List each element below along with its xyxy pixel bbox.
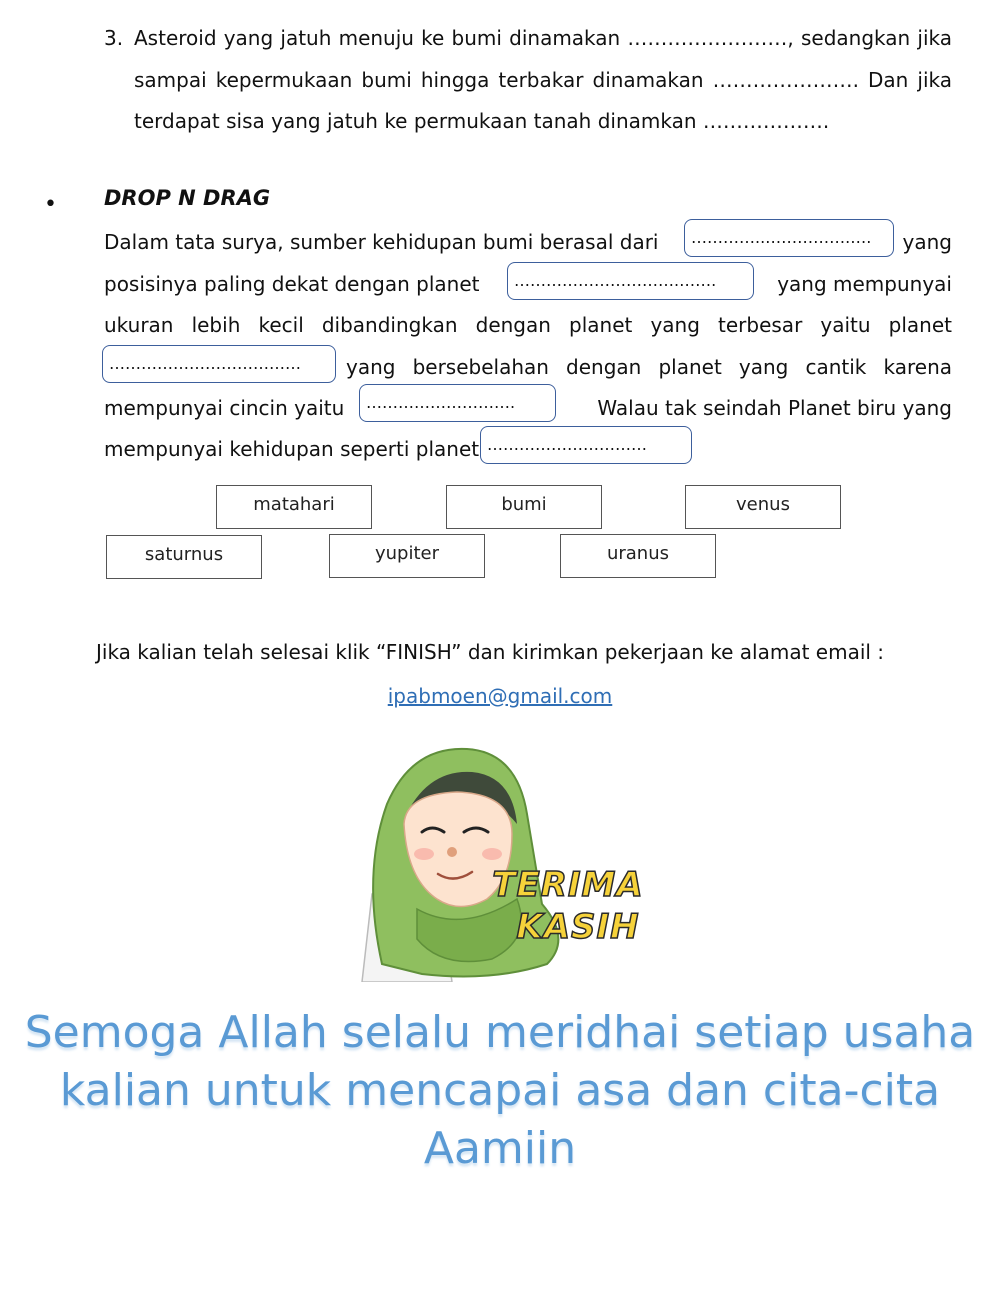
- question-3-line-2: sampai kepermukaan bumi hingga terbakar dinamakan …………………. Dan jika: [134, 67, 952, 92]
- bullet-point: •: [44, 192, 57, 217]
- closing-blessing: [0, 1004, 1000, 1178]
- dnd-line-4: [346, 355, 952, 379]
- drop-zone-5[interactable]: …………………………: [480, 426, 692, 464]
- dnd-text: yang mempunyai: [777, 272, 952, 296]
- dnd-text: mempunyai kehidupan seperti planet: [104, 437, 480, 461]
- blessing-line-2: kalian untuk mencapai asa dan cita-cita: [59, 1065, 941, 1116]
- dnd-line-3: ukuran lebih kecil dibandingkan dengan planet yang terbesar yaitu planet: [104, 313, 952, 337]
- question-3-text: [134, 18, 952, 143]
- dnd-text: Dalam tata surya, sumber kehidupan bumi berasal dari: [104, 230, 659, 254]
- drop-zone-3[interactable]: ………………………………: [102, 345, 336, 383]
- question-number: 3.: [104, 26, 124, 50]
- dnd-text: mempunyai cincin yaitu: [104, 396, 345, 420]
- thanks-text-1: TERIMA: [492, 865, 644, 905]
- option-bumi[interactable]: bumi: [446, 485, 602, 529]
- finish-instruction: Jika kalian telah selesai klik “FINISH” dan kirimkan pekerjaan ke alamat email :: [96, 640, 885, 664]
- dnd-text: Walau tak seindah Planet biru yang: [597, 396, 952, 420]
- drop-zone-4[interactable]: ……………………….: [359, 384, 556, 422]
- thank-you-illustration: [342, 724, 656, 982]
- dnd-text: posisinya paling dekat dengan planet: [104, 272, 480, 296]
- email-link[interactable]: [0, 684, 1000, 708]
- blessing-line-3: Aamiin: [423, 1123, 577, 1174]
- option-uranus[interactable]: uranus: [560, 534, 716, 578]
- blessing-line-1: Semoga Allah selalu meridhai setiap usaha: [24, 1007, 976, 1058]
- drop-zone-2[interactable]: ………………………….…….: [507, 262, 754, 300]
- option-yupiter[interactable]: yupiter: [329, 534, 485, 578]
- question-3-line-3: terdapat sisa yang jatuh ke permukaan tanah dinamkan ……………….: [134, 109, 830, 133]
- option-matahari[interactable]: matahari: [216, 485, 372, 529]
- email-link-text[interactable]: ipabmoen@gmail.com: [387, 684, 613, 708]
- option-saturnus[interactable]: saturnus: [106, 535, 262, 579]
- hijab-girl-illustration: [342, 724, 656, 982]
- dnd-text: yang: [902, 230, 952, 254]
- dnd-text: yang bersebelahan dengan planet yang cantik karena: [346, 355, 952, 379]
- drop-zone-1[interactable]: …………..…………….….: [684, 219, 894, 257]
- question-3-line-1: Asteroid yang jatuh menuju ke bumi dinamakan ……………………, sedangkan jika: [134, 26, 952, 50]
- thanks-text-2: KASIH: [516, 907, 640, 947]
- option-venus[interactable]: venus: [685, 485, 841, 529]
- section-title: DROP N DRAG: [104, 186, 271, 210]
